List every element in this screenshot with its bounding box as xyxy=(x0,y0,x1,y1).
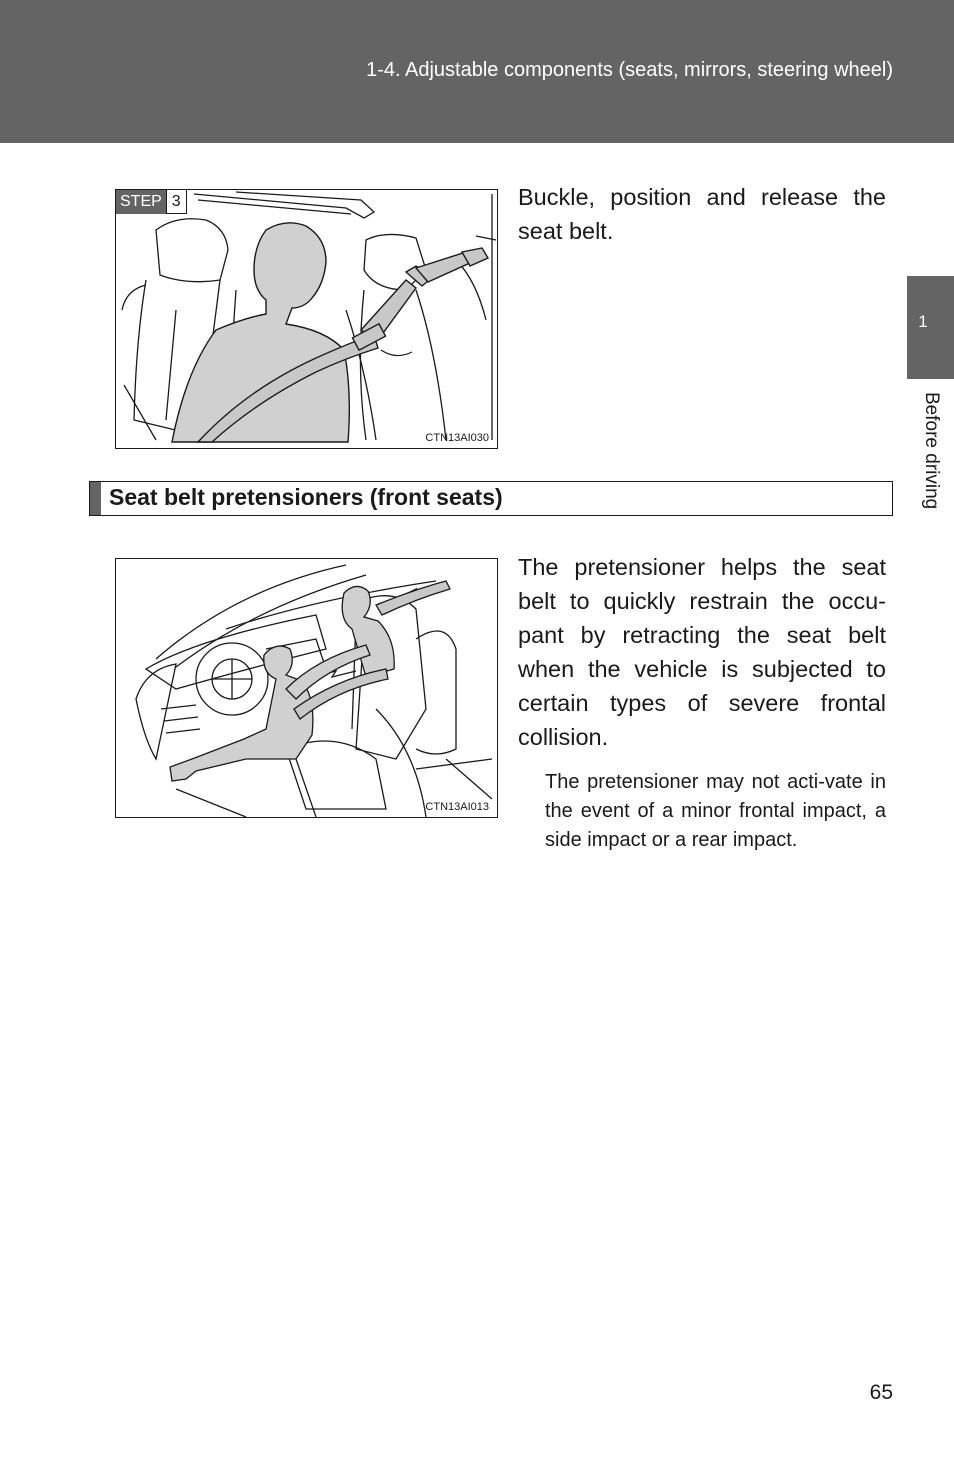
step3-instruction: Buckle, position and release the seat belt. xyxy=(518,184,886,244)
section-marker xyxy=(90,482,101,515)
figure-code: CTN13AI013 xyxy=(425,801,489,813)
car-interior-drawing xyxy=(116,559,497,817)
step-badge xyxy=(116,190,187,214)
pretensioner-illustration xyxy=(115,558,498,818)
chapter-number: 1 xyxy=(918,312,928,331)
page-header xyxy=(0,0,954,143)
seat-belt-buckle-drawing xyxy=(116,190,497,448)
step3-illustration xyxy=(115,189,498,449)
pretensioner-description: The pretensioner helps the seat belt to quickly restrain the occu-pant by retracting the seat belt when the vehicle is subjected to certain types of severe frontal collision. xyxy=(518,554,886,750)
pretensioner-note: The pretensioner may not acti-vate in the event of a minor frontal impact, a side impact or a rear impact. xyxy=(545,771,886,851)
step-label: STEP xyxy=(116,190,166,214)
page-number: 65 xyxy=(869,1381,893,1404)
section-title: Seat belt pretensioners (front seats) xyxy=(109,484,503,510)
chapter-label: Before driving xyxy=(921,392,942,510)
chapter-tab[interactable] xyxy=(907,276,954,379)
section-heading xyxy=(89,481,893,516)
figure-code: CTN13AI030 xyxy=(425,432,489,444)
header-title: 1-4. Adjustable components (seats, mirrors, steering wheel) xyxy=(366,59,893,81)
step-number: 3 xyxy=(166,190,187,214)
